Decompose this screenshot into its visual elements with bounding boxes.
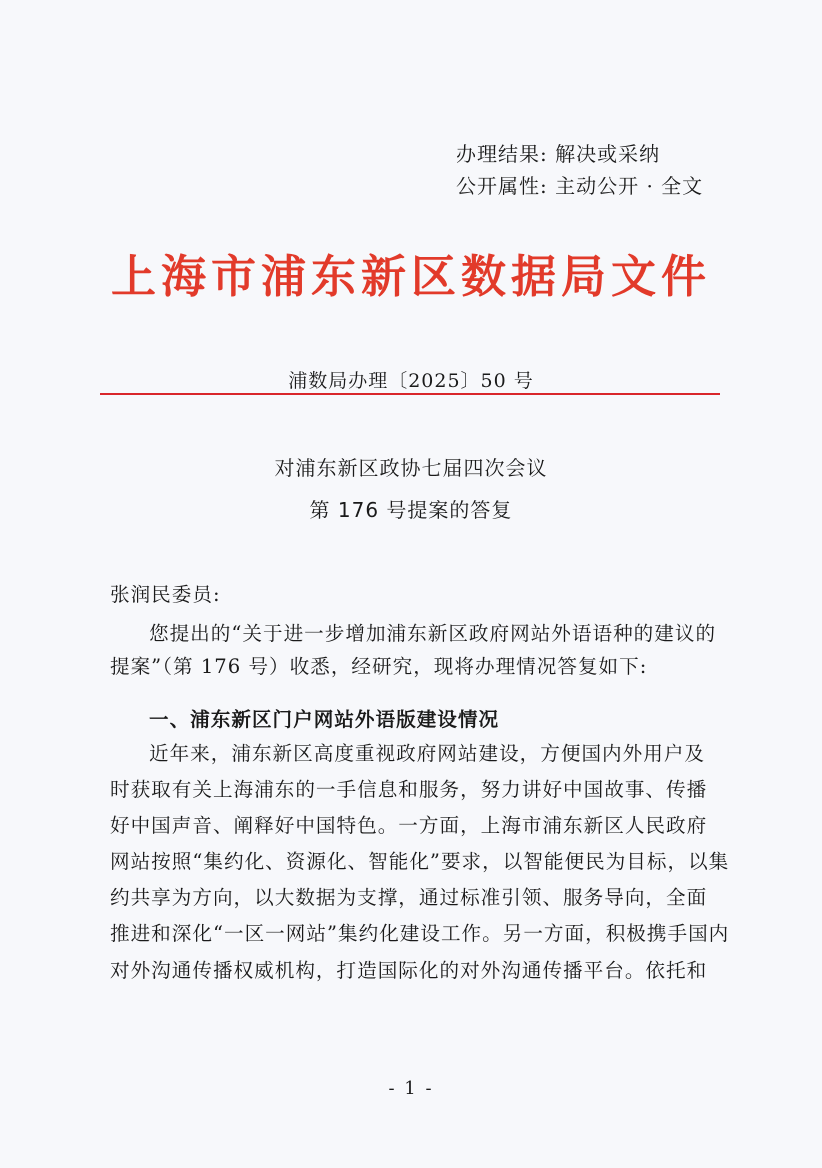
intro-paragraph [110,617,720,684]
paragraph-line: 近年来，浦东新区高度重视政府网站建设，方便国内外用户及 [149,742,706,765]
paragraph-line: 时获取有关上海浦东的一手信息和服务，努力讲好中国故事、传播 [110,778,708,802]
paragraph-line: 对外沟通传播权威机构，打造国际化的对外沟通传播平台。依托和 [110,958,708,982]
document-meta [456,138,703,202]
paragraph-line: 推进和深化“一区一网站”集约化建设工作。另一方面，积极携手国内 [110,922,730,946]
salutation: 张润民委员: [110,583,221,606]
paragraph-line: 网站按照“集约化、资源化、智能化”要求，以智能便民为目标，以集 [110,850,730,874]
paragraph-line: 约共享为方向，以大数据为支撑，通过标准引领、服务导向，全面 [110,886,708,910]
reply-title-line-1: 对浦东新区政协七届四次会议 [274,456,548,480]
document-number: 浦数局办理〔2025〕50 号 [288,370,534,392]
red-separator-line [100,393,720,395]
section-heading: 一、浦东新区门户网站外语版建设情况 [149,708,500,731]
reply-title-line-2: 第 176 号提案的答复 [309,498,513,522]
section-paragraph [110,736,730,989]
paragraph-line: 您提出的“关于进一步增加浦东新区政府网站外语语种的建议的 [149,622,717,645]
page-number: - 1 - [388,1078,434,1099]
issuing-organization-title: 上海市浦东新区数据局文件 [110,250,711,303]
handling-result: 办理结果: 解决或采纳 [456,142,661,166]
paragraph-line: 提案”（第 176 号）收悉，经研究，现将办理情况答复如下: [110,655,648,679]
paragraph-line: 好中国声音、阐释好中国特色。一方面，上海市浦东新区人民政府 [110,814,708,838]
disclosure-attribute: 公开属性: 主动公开 · 全文 [456,174,704,198]
